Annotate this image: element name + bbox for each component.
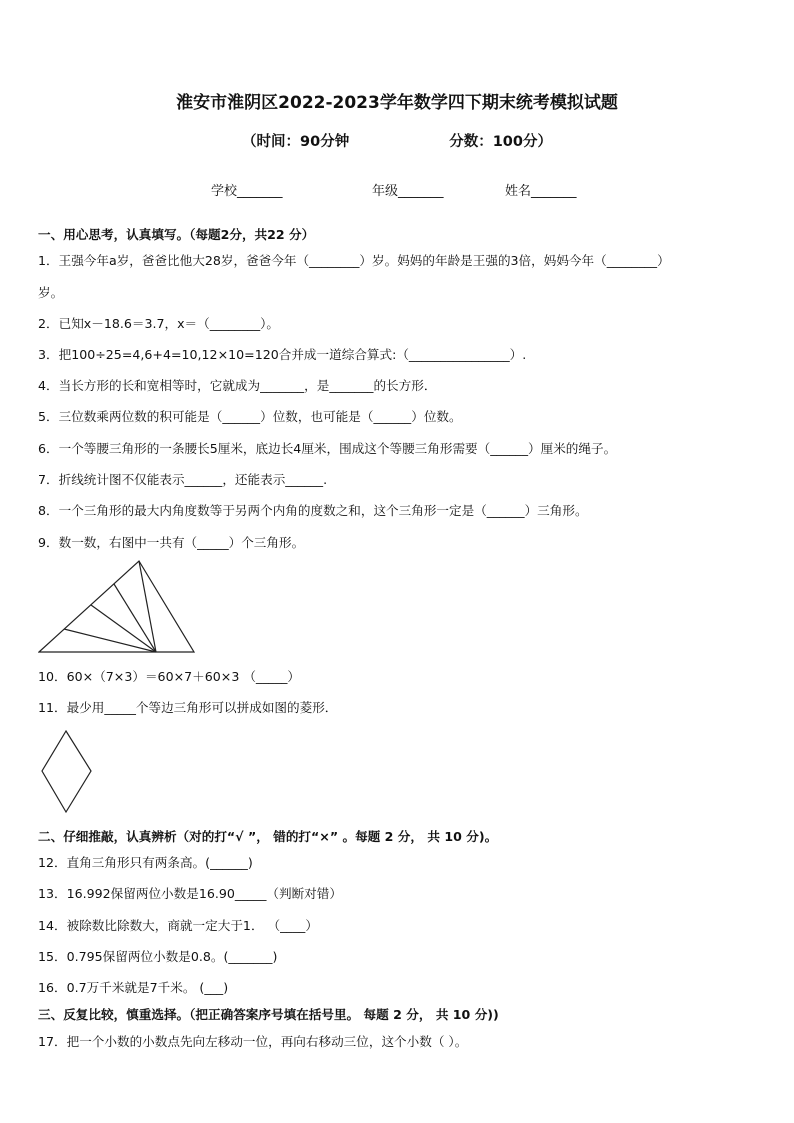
question-16: 16．0.7万千米就是7千米。 (___) — [38, 980, 229, 995]
question-10: 10．60×（7×3）＝60×7＋60×3 （_____） — [38, 669, 301, 684]
section-3-heading: 三、反复比较，慎重选择。（把正确答案序号填在括号里。 每题 2 分， 共 10 分)) — [38, 1007, 499, 1022]
question-1: 1．王强今年a岁，爸爸比他大28岁，爸爸今年（________）岁。妈妈的年龄是王强的3倍，妈妈今年（________） — [38, 253, 670, 268]
grade-field: 年级_______ — [372, 184, 444, 199]
exam-score: 分数：100分） — [449, 134, 552, 150]
question-2: 2．已知x－18.6＝3.7，x＝（________）。 — [38, 316, 279, 331]
question-17: 17．把一个小数的小数点先向左移动一位，再向右移动三位，这个小数（ ）。 — [38, 1034, 468, 1049]
question-6: 6．一个等腰三角形的一条腰长5厘米，底边长4厘米，围成这个等腰三角形需要（______）厘米的绳子。 — [38, 441, 617, 456]
question-5: 5．三位数乘两位数的积可能是（______）位数，也可能是（______）位数。 — [38, 409, 462, 424]
page-title: 淮安市淮阴区2022-2023学年数学四下期末统考模拟试题 — [176, 93, 618, 113]
question-15: 15．0.795保留两位小数是0.8。(_______) — [38, 949, 278, 964]
question-11: 11．最少用_____个等边三角形可以拼成如图的菱形． — [38, 700, 338, 715]
exam-subtitle — [0, 130, 794, 151]
question-7: 7．折线统计图不仅能表示______，还能表示______. — [38, 472, 328, 487]
question-3: 3．把100÷25=4,6+4=10,12×10=120合并成一道综合算式:（________________）. — [38, 347, 527, 362]
section-1-heading: 一、用心思考，认真填写。（每题2分，共22 分） — [38, 227, 315, 242]
question-4: 4．当长方形的长和宽相等时，它就成为_______，是_______的长方形． — [38, 378, 437, 393]
triangle-figure — [38, 558, 198, 654]
question-14: 14．被除数比除数大，商就一定大于1． （____） — [38, 918, 318, 933]
question-13: 13．16.992保留两位小数是16.90_____（判断对错） — [38, 886, 342, 901]
question-1-cont: 岁。 — [38, 285, 64, 300]
name-field: 姓名_______ — [505, 184, 577, 199]
rhombus-figure — [40, 729, 94, 815]
exam-time: （时间：90分钟 — [242, 134, 350, 150]
school-field: 学校_______ — [211, 184, 283, 199]
question-8: 8．一个三角形的最大内角度数等于另两个内角的度数之和，这个三角形一定是（______）三角形。 — [38, 503, 588, 518]
section-2-heading: 二、仔细推敲，认真辨析（对的打“√ ”， 错的打“×” 。每题 2 分， 共 10 分)。 — [38, 829, 498, 844]
question-12: 12．直角三角形只有两条高。(______) — [38, 855, 253, 870]
question-9: 9．数一数，右图中一共有（_____）个三角形。 — [38, 535, 305, 550]
